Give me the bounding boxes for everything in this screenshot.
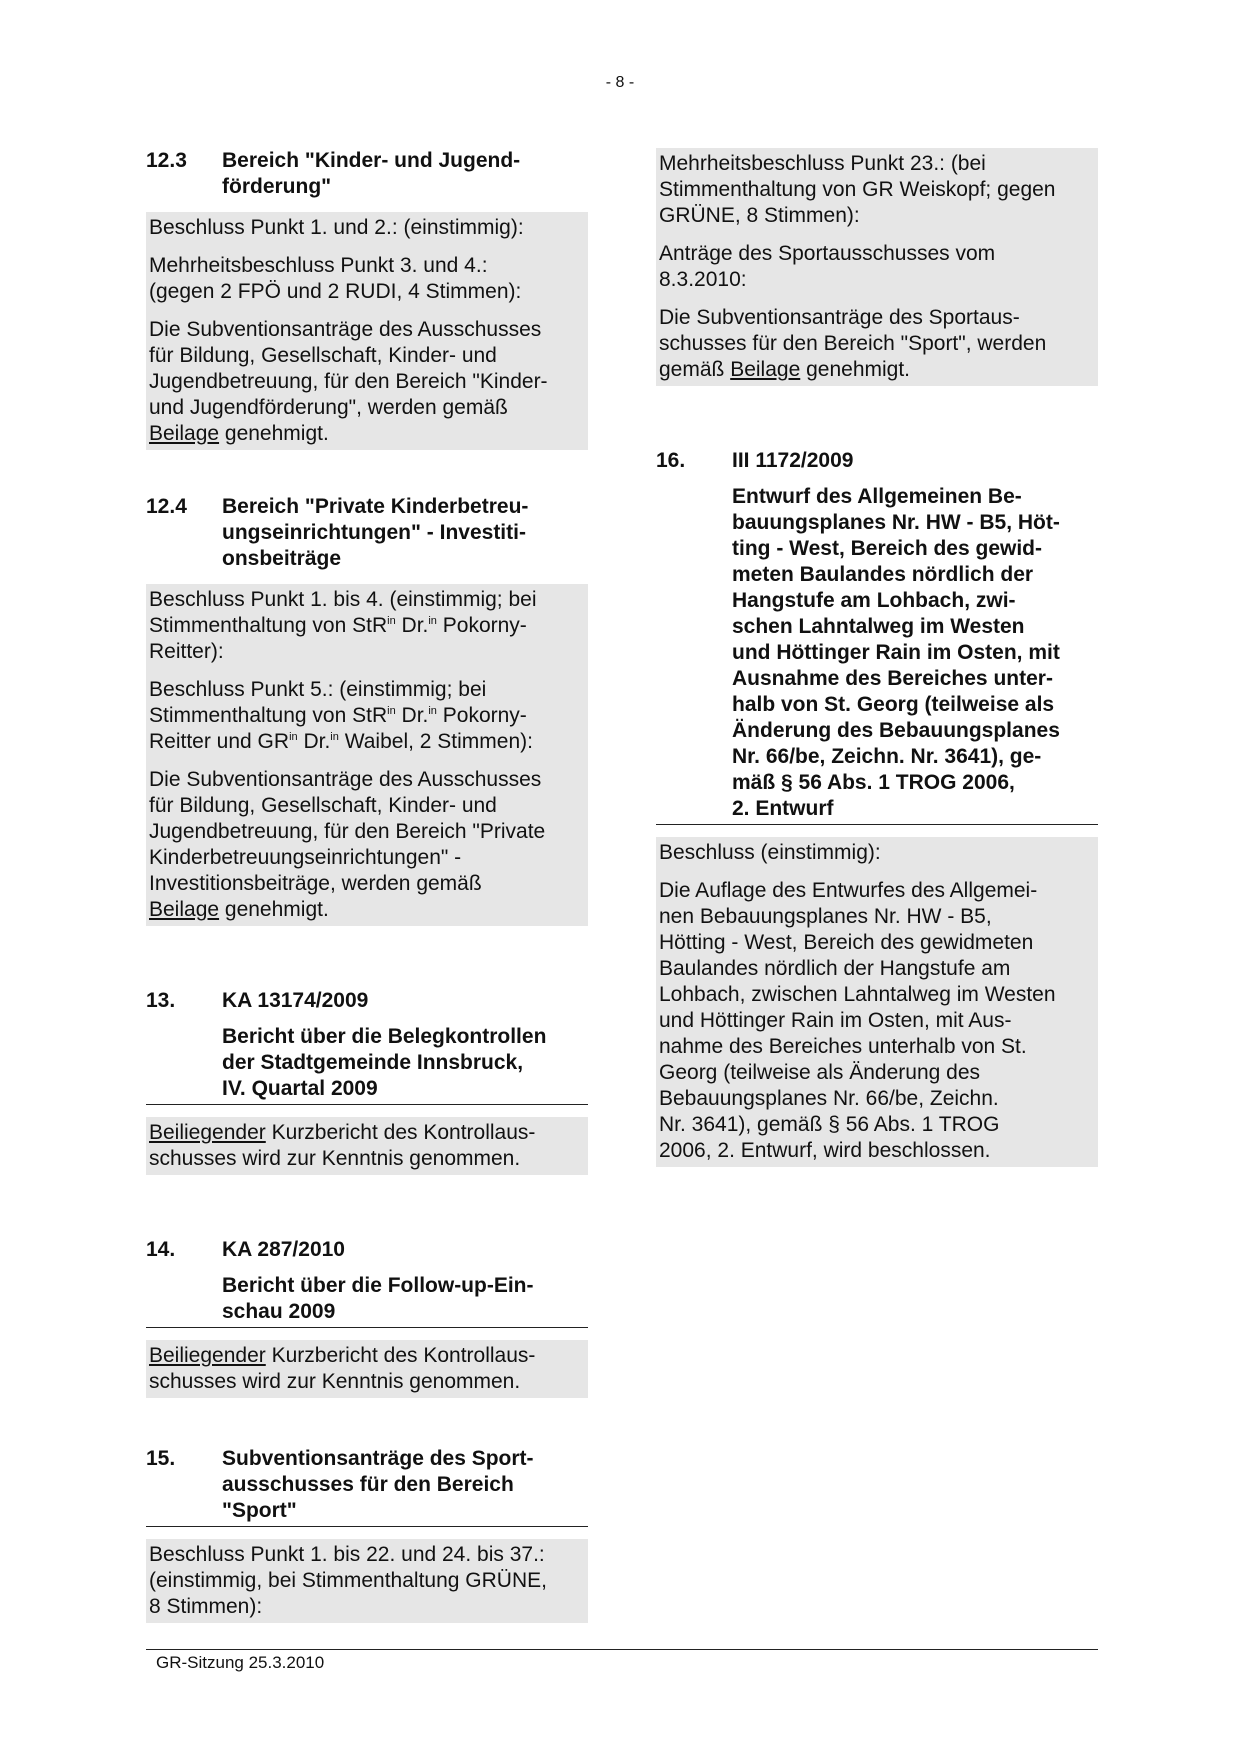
section-13	[146, 988, 588, 1175]
text-line: Hangstufe am Lohbach, zwi-	[732, 589, 1016, 612]
resolution-text: Beschluss Punkt 1. bis 22. und 24. bis 37.: (einstimmig, bei Stimmenthaltung GRÜNE, 8 Stimmen):	[149, 1543, 547, 1618]
text-line: 2006, 2. Entwurf, wird beschlossen.	[659, 1139, 991, 1162]
text-line: Entwurf des Allgemeinen Be-	[732, 485, 1022, 508]
beilage-link[interactable]: Beilage	[149, 422, 220, 445]
text-line: Nr. 3641), gemäß § 56 Abs. 1 TROG	[659, 1113, 1000, 1136]
resolution-text: Beschluss Punkt 1. bis 4. (einstimmig; bei Stimmenthaltung von StR$^{in}$ Dr.$^{in}$ Pokorny- Reitter):	[149, 588, 537, 663]
text-line: 2. Entwurf	[732, 797, 834, 820]
right-column	[656, 148, 1098, 1167]
resolution-text: Beschluss Punkt 5.: (einstimmig; bei Stimmenthaltung von StR$^{in}$ Dr.$^{in}$ Pokorny- Reitter und $GR^{in}$ Dr.$^{in}$ Waibel, 2 Stimmen):	[149, 678, 533, 753]
section-number: 12.4	[146, 495, 187, 518]
beilage-link[interactable]: Beilage	[149, 898, 220, 921]
text-line: nen Bebauungsplanes Nr. HW - B5,	[659, 905, 992, 928]
section-16	[656, 448, 1098, 1167]
section-title	[222, 148, 588, 200]
section-title: Subventionsanträge des Sport- ausschusses für den Bereich "Sport"	[222, 1447, 534, 1522]
section-heading	[146, 1237, 588, 1263]
section-15	[146, 1446, 588, 1623]
footer-text: GR-Sitzung 25.3.2010	[156, 1653, 325, 1672]
resolution-text: Die Subventionsanträge des Ausschusses für Bildung, Gesellschaft, Kinder- und Jugendbetreuung, für den Bereich "Kinder- und Jugendförderung", werden gemäß Beilage genehmigt.	[149, 318, 548, 445]
text-line: Georg (teilweise als Änderung des	[659, 1061, 981, 1084]
text-line: meten Baulandes nördlich der	[732, 563, 1034, 586]
title-line: förderung"	[222, 175, 332, 198]
text-line: mäß § 56 Abs. 1 TROG 2006,	[732, 771, 1015, 794]
section-title: Bericht über die Follow-up-Ein- schau 2009	[146, 1273, 588, 1328]
section-title	[656, 484, 1098, 825]
resolution-box	[656, 837, 1098, 1167]
resolution-text: Anträge des Sportausschusses vom 8.3.2010:	[659, 242, 996, 291]
section-number: 15.	[146, 1447, 176, 1470]
text-line: Lohbach, zwischen Lahntalweg im Westen	[659, 983, 1056, 1006]
title-line: Bereich "Kinder- und Jugend-	[222, 149, 521, 172]
resolution-box	[146, 1539, 588, 1623]
section-number: 14.	[146, 1238, 176, 1261]
resolution-box	[146, 584, 588, 926]
section-heading	[146, 148, 588, 200]
text-line: schen Lahntalweg im Westen	[732, 615, 1025, 638]
text-line: Änderung des Bebauungsplanes	[732, 719, 1060, 742]
section-heading	[146, 1446, 588, 1527]
text-line: und Höttinger Rain im Osten, mit Aus-	[659, 1009, 1012, 1032]
text-line: Nr. 66/be, Zeichn. Nr. 3641), ge-	[732, 745, 1042, 768]
text-line: bauungsplanes Nr. HW - B5, Höt-	[732, 511, 1060, 534]
beiliegender-link[interactable]: Beiliegender	[149, 1344, 266, 1367]
resolution-text: Die Subventionsanträge des Ausschusses für Bildung, Gesellschaft, Kinder- und Jugendbetreuung, für den Bereich "Private Kinderbetreuungseinrichtungen" - Investitionsbeiträge, werden gemäß Beilage genehmigt.	[149, 768, 546, 921]
resolution-box	[146, 1340, 588, 1398]
resolution-text: Beiliegender Kurzbericht des Kontrollaus- schusses wird zur Kenntnis genommen.	[149, 1121, 536, 1170]
page-number: - 8 -	[605, 74, 635, 91]
beilage-link[interactable]: Beilage	[730, 358, 801, 381]
text-line: Ausnahme des Bereiches unter-	[732, 667, 1053, 690]
section-code: III 1172/2009	[732, 449, 854, 472]
beiliegender-link[interactable]: Beiliegender	[149, 1121, 266, 1144]
text-line: und Höttinger Rain im Osten, mit	[732, 641, 1060, 664]
text-line: ting - West, Bereich des gewid-	[732, 537, 1042, 560]
resolution-box	[146, 212, 588, 450]
resolution-box	[146, 1117, 588, 1175]
footer-rule	[146, 1649, 1098, 1650]
section-number: 13.	[146, 989, 176, 1012]
text-line: Bebauungsplanes Nr. 66/be, Zeichn.	[659, 1087, 999, 1110]
resolution-text: Die Subventionsanträge des Sportaus- schusses für den Bereich "Sport", werden gemäß Beilage genehmigt.	[659, 306, 1047, 381]
resolution-text: Beiliegender Kurzbericht des Kontrollaus- schusses wird zur Kenntnis genommen.	[149, 1344, 536, 1393]
section-heading	[146, 494, 588, 572]
section-12-3	[146, 148, 588, 450]
section-number: 16.	[656, 449, 686, 472]
resolution-text: Mehrheitsbeschluss Punkt 3. und 4.: (gegen 2 FPÖ und 2 RUDI, 4 Stimmen):	[149, 254, 522, 303]
resolution-text: Mehrheitsbeschluss Punkt 23.: (bei Stimmenthaltung von GR Weiskopf; gegen GRÜNE, 8 Stimmen):	[659, 152, 1056, 227]
section-title: Bericht über die Belegkontrollen der Stadtgemeinde Innsbruck, IV. Quartal 2009	[146, 1024, 588, 1105]
text-line: nahme des Bereiches unterhalb von St.	[659, 1035, 1027, 1058]
section-14	[146, 1237, 588, 1398]
section-title: Bereich "Private Kinderbetreu- ungseinrichtungen" - Investiti- onsbeiträge	[222, 495, 529, 570]
section-code: KA 13174/2009	[222, 989, 369, 1012]
section-12-4	[146, 494, 588, 926]
text-line: Baulandes nördlich der Hangstufe am	[659, 957, 1011, 980]
section-heading	[146, 988, 588, 1014]
resolution-box	[656, 148, 1098, 386]
resolution-text: Beschluss Punkt 1. und 2.: (einstimmig):	[149, 216, 524, 239]
resolution-text	[659, 878, 1095, 1164]
section-code: KA 287/2010	[222, 1238, 345, 1261]
resolution-text: Beschluss (einstimmig):	[659, 841, 881, 864]
text-line: Die Auflage des Entwurfes des Allgemei-	[659, 879, 1038, 902]
section-heading	[656, 448, 1098, 474]
left-column	[146, 148, 588, 1623]
text-line: halb von St. Georg (teilweise als	[732, 693, 1055, 716]
text-line: Hötting - West, Bereich des gewidmeten	[659, 931, 1034, 954]
section-number: 12.3	[146, 149, 187, 172]
